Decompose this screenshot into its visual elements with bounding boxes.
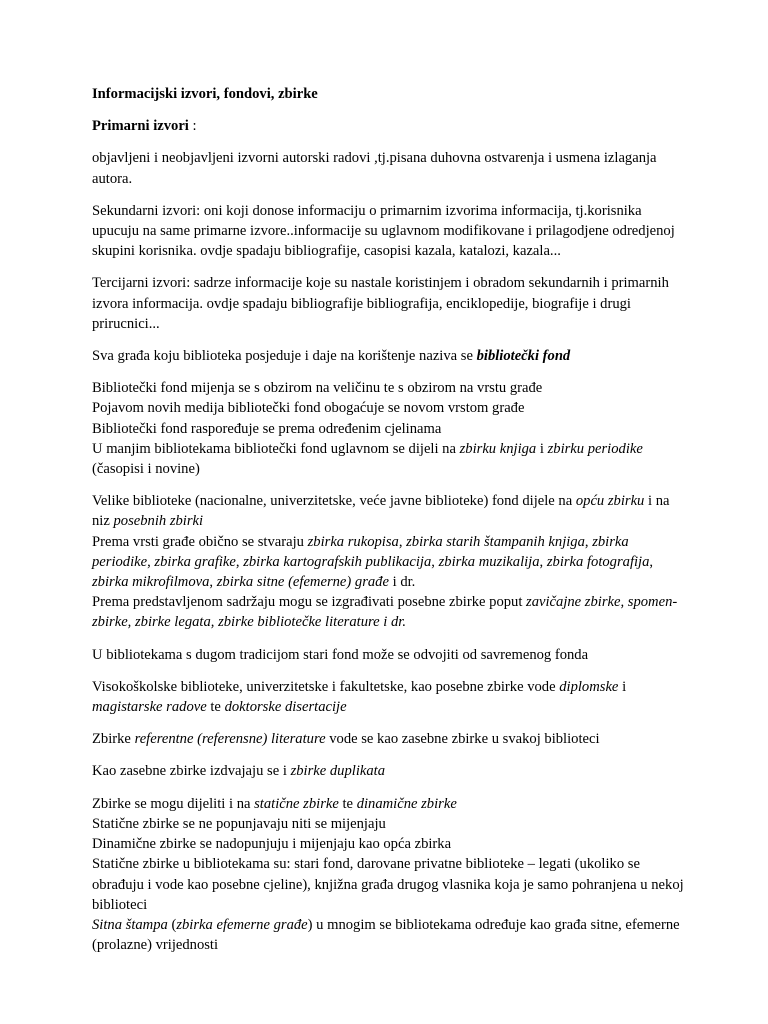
separator: , bbox=[209, 574, 217, 591]
dynamic-collections-term: dinamične zbirke bbox=[356, 795, 457, 812]
large-general-collection: opću zbirku bbox=[575, 493, 645, 510]
separator: , bbox=[235, 553, 244, 570]
collection-old-prints: zbirka starih štampanih knjiga bbox=[406, 533, 585, 550]
static-dynamic-paragraph bbox=[92, 794, 688, 956]
fund-line-4-books: zbirku knjiga bbox=[459, 440, 537, 457]
static-dynamic-text-c: te bbox=[338, 795, 357, 812]
primary-heading bbox=[92, 116, 688, 136]
collection-local-history: zavičajne zbirke bbox=[526, 594, 621, 611]
reference-paragraph bbox=[92, 729, 688, 749]
reference-text-a: Zbirke bbox=[92, 731, 135, 748]
large-text-x: Prema predstavljenom sadržaju mogu se izgrađivati posebne zbirke poput bbox=[92, 594, 527, 611]
duplicates-paragraph bbox=[92, 761, 688, 781]
static-collections-term: statične zbirke bbox=[254, 795, 339, 812]
static-collections-line: Statične zbirke se ne popunjavaju niti se mijenjaju bbox=[92, 815, 386, 832]
primary-description: objavljeni i neobjavljeni izvorni autorski radovi ,tj.pisana duhovna ostvarenja i usmena izlaganja autora. bbox=[92, 150, 657, 187]
reference-literature: referentne (referensne) literature bbox=[134, 731, 326, 748]
dynamic-collections-line: Dinamične zbirke se nadopunjuju i mijenjaju kao opća zbirka bbox=[92, 836, 452, 853]
large-special-collections: posebnih zbirki bbox=[113, 513, 204, 530]
fund-line-4-text: U manjim bibliotekama bibliotečki fond uglavnom se dijeli na bbox=[92, 440, 460, 457]
separator: , bbox=[539, 553, 547, 570]
library-fund-intro bbox=[92, 346, 688, 366]
fund-line-2: Pojavom novih medija bibliotečki fond obogaćuje se novom vrstom građe bbox=[92, 400, 525, 417]
large-text-a: Velike biblioteke (nacionalne, univerzitetske, veće javne biblioteke) fond dijele na bbox=[92, 493, 576, 510]
document-body bbox=[92, 84, 688, 967]
duplicates-collection: zbirke duplikata bbox=[290, 763, 386, 780]
separator: , bbox=[398, 533, 407, 550]
small-print-description: ) u mnogim se bibliotekama određuje kao građa sitne, efemerne (prolazne) vrijednosti bbox=[92, 916, 680, 954]
fund-line-1: Bibliotečki fond mijenja se s obzirom na veličinu te s obzirom na vrstu građe bbox=[92, 380, 543, 397]
separator: , bbox=[127, 614, 135, 631]
collection-manuscripts: zbirka rukopisa bbox=[307, 533, 399, 550]
higher-ed-text-a: Visokoškolske biblioteke, univerzitetske i fakultetske, kao posebne zbirke vode bbox=[92, 678, 560, 695]
separator: , bbox=[431, 553, 439, 570]
library-fund-term: bibliotečki fond bbox=[476, 348, 571, 365]
large-libraries-paragraph bbox=[92, 491, 688, 632]
duplicates-text-a: Kao zasebne zbirke izdvajaju se i bbox=[92, 763, 291, 780]
collection-library-literature: zbirke bibliotečke literature i dr. bbox=[218, 614, 406, 631]
large-text-w: i dr. bbox=[388, 574, 416, 591]
higher-ed-text-e: te bbox=[206, 699, 225, 716]
higher-ed-masters: magistarske radove bbox=[92, 699, 207, 716]
higher-education-paragraph bbox=[92, 677, 688, 717]
collection-photographs: zbirka fotografija bbox=[546, 553, 650, 570]
static-dynamic-text-a: Zbirke se mogu dijeliti i na bbox=[92, 795, 255, 812]
collection-cartographic: zbirka kartografskih publikacija bbox=[243, 553, 432, 570]
fund-line-4-periodicals: zbirku periodike bbox=[547, 440, 643, 457]
small-print-term: Sitna štampa bbox=[92, 916, 168, 933]
separator: , bbox=[147, 553, 155, 570]
fund-line-3: Bibliotečki fond raspoređuje se prema određenim cjelinama bbox=[92, 420, 442, 437]
primary-label: Primarni izvori bbox=[92, 118, 189, 135]
old-fund-paragraph: U bibliotekama s dugom tradicijom stari fond može se odvojiti od savremenog fonda bbox=[92, 646, 589, 663]
library-fund-paragraph bbox=[92, 378, 688, 479]
separator: , bbox=[649, 553, 654, 570]
collection-ephemera: zbirka sitne (efemerne) građe bbox=[216, 574, 389, 591]
large-text-e: Prema vrsti građe obično se stvaraju bbox=[92, 533, 308, 550]
higher-ed-text-c: i bbox=[618, 678, 627, 695]
higher-ed-doctoral: doktorske disertacije bbox=[224, 699, 347, 716]
large-text-c: i na niz bbox=[92, 493, 670, 530]
ephemera-collection-term: zbirka efemerne građe bbox=[176, 916, 308, 933]
fund-line-4-and: i bbox=[536, 440, 548, 457]
collection-periodicals: zbirka periodike bbox=[92, 533, 629, 570]
collection-memorial: spomen-zbirke bbox=[92, 594, 678, 631]
collection-microfilms: zbirka mikrofilmova bbox=[92, 574, 210, 591]
collection-music: zbirka muzikalija bbox=[438, 553, 540, 570]
fund-line-4-note: (časopisi i novine) bbox=[92, 461, 200, 478]
reference-text-c: vode se kao zasebne zbirke u svakoj biblioteci bbox=[325, 731, 600, 748]
higher-ed-diploma: diplomske bbox=[559, 678, 619, 695]
separator: , bbox=[210, 614, 219, 631]
secondary-sources-paragraph: Sekundarni izvori: oni koji donose informaciju o primarnim izvorima informacija, tj.korisnika upucuju na same primarne izvore..informacije su uglavnom modifikovane i prilagodjene odredjenoj skupini korisnika. ovdje spadaju bibliografije, casopisi kazala, katalozi, kazala... bbox=[92, 202, 675, 260]
separator: , bbox=[584, 533, 593, 550]
static-collections-examples: Statične zbirke u bibliotekama su: stari fond, darovane privatne biblioteke – legati (ukoliko se obrađuju i vode kao posebne cjeline), knjižna građa drugog vlasnika koja je samo pohranjena u nekoj biblioteci bbox=[92, 856, 684, 913]
library-fund-intro-text: Sva građa koju biblioteka posjeduje i daje na korištenje naziva se bbox=[92, 348, 477, 365]
primary-suffix: : bbox=[188, 118, 197, 135]
collection-graphics: zbirka grafike bbox=[154, 553, 236, 570]
document-title: Informacijski izvori, fondovi, zbirke bbox=[92, 86, 318, 102]
collection-legacies: zbirke legata bbox=[134, 614, 211, 631]
separator: , bbox=[620, 594, 628, 611]
small-print-paren-open: ( bbox=[167, 916, 177, 933]
tertiary-sources-paragraph: Tercijarni izvori: sadrze informacije koje su nastale koristinjem i obradom sekundarnih i primarnih izvora informacija. ovdje spadaju bibliografije bibliografija, enciklopedije, biografije i drugi prirucnici... bbox=[92, 275, 669, 332]
